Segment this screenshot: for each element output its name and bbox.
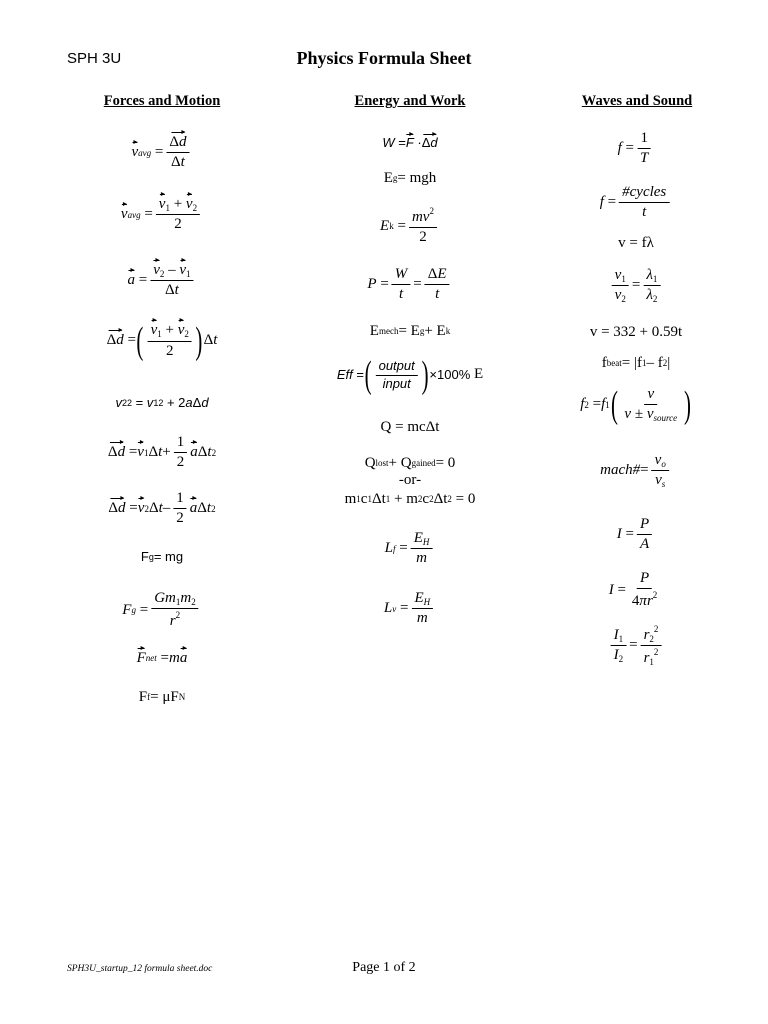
formula-latent-heat-vaporization: L v = $E_H$ m [384,590,436,628]
formula-frequency-cycles: f = #cycles t [600,184,673,222]
formula-acceleration: a = $v_2 - v_1$ Δt [127,262,196,300]
formula-intensity: I = P A [617,516,655,554]
formula-gravitational-energy: E g = mgh [383,170,437,186]
formula-power: P = W t = ΔE t [367,266,452,304]
column-heading-waves: Waves and Sound [581,93,693,109]
page-title: Physics Formula Sheet [296,48,472,68]
formula-average-velocity: v avg = Δd Δt [131,134,192,172]
formula-heat: Q = mcΔt [380,419,440,435]
formula-displacement-average: Δd = ( $v_1 + v_2$ 2 ) Δ t [106,320,218,362]
formula-velocity-squared: v 2 2 = v 1 2 + 2 a Δ d [115,395,209,410]
formula-newton-second-law: F net = m a [136,650,188,666]
footer-filename: SPH3U_startup_12 formula sheet.doc [67,964,213,974]
formula-universal-gravitation: F g = $Gm_1m_2$ $r^2$ [122,590,201,631]
formula-kinetic-energy: E k = $mv^2$ 2 [380,206,440,247]
formula-beat-frequency: f beat = |f 1 – f 2 | [601,355,671,371]
formula-intensity-sphere: I = P $4\pi r^2$ [608,570,658,610]
formula-displacement-initial: Δd = v 1 Δ t + 1 2 a Δ t 2 [107,434,217,471]
page-number: Page 1 of 2 [352,960,416,975]
formula-mechanical-energy: E mech = E g + E k [369,323,451,339]
column-heading-forces: Forces and Motion [103,93,221,109]
formula-displacement-final: Δd = v 2 Δ t – 1 2 a Δ t 2 [108,490,216,527]
formula-gravity-force: F g = mg [140,549,184,564]
formula-speed-of-sound: v = 332 + 0.59t [589,324,683,340]
formula-inverse-square: $I_1$ $I_2$ = $r_2^2$ $r_1^2$ [608,624,665,668]
formula-friction: F f = μF N [138,689,186,705]
formula-heat-balance: Q lost + Q gained = 0 [364,455,456,471]
column-heading-energy: Energy and Work [354,93,466,109]
formula-average-velocity-mean: v avg = $v_1 + v_2$ 2 [121,196,203,234]
formula-efficiency: Eff = ( output input ) ×100% E [336,354,484,396]
or-separator: -or- [398,472,422,488]
formula-heat-balance-expanded: m 1 c 1 Δt 1 + m 2 c 2 Δt 2 = 0 [344,491,476,507]
formula-refraction-ratio: $v_1$ $v_2$ = $\lambda_1$ $\lambda_2$ [609,267,664,305]
formula-work: W = F · Δd [382,135,438,150]
formula-frequency-period: f = 1 T [618,130,655,168]
formula-latent-heat-fusion: L f = $E_H$ m [385,530,436,568]
formula-mach-number: mach# = $v_o$ $v_s$ [600,452,672,490]
formula-wave-equation: v = fλ [618,235,654,251]
course-code: SPH 3U [67,50,122,67]
formula-doppler: f 2 = f 1 ( v $v \pm v_{source}$ ) [580,384,691,426]
